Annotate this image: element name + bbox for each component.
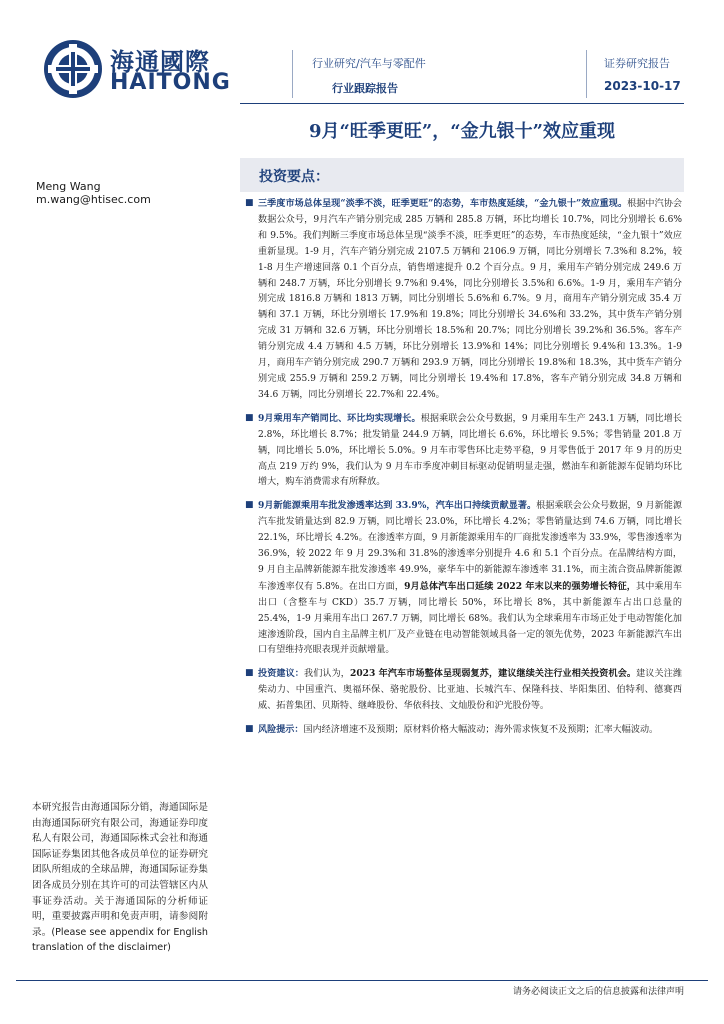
key-point (245, 722, 682, 739)
key-point (245, 196, 682, 404)
bullet-icon: ■ (245, 198, 254, 208)
key-point (245, 666, 682, 715)
key-point-lead: 9月新能源乘用车批发渗透率达到 33.9%，汽车出口持续贡献显著。 (258, 500, 537, 512)
report-category: 行业研究/汽车与零配件 (312, 57, 426, 70)
key-point-body: 我们认为， (304, 669, 350, 680)
key-point (245, 411, 683, 492)
footer-rule (16, 980, 708, 981)
report-date: 2023-10-17 (604, 79, 681, 93)
brand-name-en: HAITONG (110, 70, 231, 95)
key-point-lead: 三季度市场总体呈现“淡季不淡，旺季更旺”的态势，车市热度延续，“金九银十”效应重现。 (258, 198, 628, 209)
page-title: 9月“旺季更旺”，“金九银十”效应重现 (309, 121, 615, 142)
report-subcategory: 行业跟踪报告 (332, 82, 398, 95)
document-type: 证券研究报告 (604, 57, 670, 70)
bullet-icon: ■ (245, 668, 254, 679)
disclaimer-en: (Please see appendix for English translation of the disclaimer) (32, 926, 209, 954)
author-email[interactable]: m.wang@htisec.com (36, 193, 151, 206)
key-point-lead: 风险提示： (258, 724, 304, 736)
bullet-icon: ■ (245, 500, 254, 511)
header-divider (292, 50, 293, 98)
key-point-lead: 9月乘用车产销同比、环比均实现增长。 (258, 412, 421, 424)
key-point (245, 498, 682, 659)
key-point-emphasis: 9月总体汽车出口延续 2022 年末以来的强势增长特征， (404, 580, 636, 592)
bullet-icon: ■ (245, 724, 254, 735)
section-label: 投资要点： (259, 169, 329, 185)
key-point-body: 根据乘联会公众号数据，9 月新能源汽车批发销量达到 82.9 万辆，同比增长 23.0%，环比增长 4.2%；零售销量达到 74.6 万辆，同比增长 22.1%，环比增长 4.2%。在渗透率方面，9 月新能源乘用车的厂商批发渗透率为 33.9%，零售渗透率为 36.9%，较 2022 年 9 月 29.3%和 31.8%的渗透率分别提升 4.6 和 5.1 个百分点。在品牌结构方面，9 月自主品牌新能源车批发渗透率 49.9%，豪华车中的新能源车渗透率 31.1%，而主流合资品牌新能源车渗透率仅有 5.8%。在出口方面， (258, 501, 682, 592)
key-point-emphasis: 2023 年汽车市场整体呈现弱复苏，建议继续关注行业相关投资机会。 (350, 668, 637, 680)
key-point-lead: 投资建议： (258, 668, 304, 680)
key-point-body: 建议关注潍柴动力、中国重汽、奥福环保、骆驼股份、比亚迪、长城汽车、保隆科技、毕阳集团、伯特利、德赛西威、拓普集团、贝斯特、继峰股份、华依科技、文灿股份和沪光股份等。 (258, 669, 682, 712)
key-point-body: 根据中汽协会数据公众号，9月汽车产销分别完成 285 万辆和 285.8 万辆，环比均增长 10.7%，同比分别增长 6.6%和 9.5%。我们判断三季度市场总体呈现“淡季不淡，旺季更旺”的态势，车市热度延续，“金九银十”效应重新显现。1-9 月，汽车产销分别完成 2107.5 万辆和 2106.9 万辆，同比分别增长 7.3%和 8.2%，较 1-8 月生产增速回落 0.1 个百分点，销售增速提升 0.2 个百分点。9 月，乘用车产销分别完成 249.6 万辆和 248.7 万辆，环比分别增长 9.7%和 9.4%，同比分别增长 3.5%和 6.6%。1-9 月，乘用车产销分别完成 1816.8 万辆和 1813 万辆，同比分别增长 5.6%和 6.7%。9 月，商用车产销分别完成 35.4 万辆和 37.1 万辆，环比分别增长 17.9%和 19.8%；同比分别增长 34.6%和 33.2%，其中货车产销分别完成 31 万辆和 32.6 万辆，环比分别增长 18.5%和 20.7%；同比分别增长 39.2%和 36.5%。客车产销分别完成 4.4 万辆和 4.5 万辆，环比分别增长 13.9%和 14%；同比分别增长 9.4%和 13.3%。1-9 月，商用车产销分别完成 290.7 万辆和 293.9 万辆，同比分别增长 19.8%和 18.3%，其中货车产销分别完成 255.9 万辆和 259.2 万辆，同比分别增长 19.4%和 17.8%，客车产销分别完成 34.8 万辆和 34.6 万辆，同比分别增长 22.7%和 22.4%。 (258, 199, 682, 400)
header-divider (586, 50, 587, 98)
author-name: Meng Wang (36, 180, 101, 193)
key-point-body: 其中乘用车出口（含整车与 CKD）35.7 万辆，同比增长 50%，环比增长 8%，其中新能源车占出口总量的 25.4%，1-9 月乘用车出口 267.7 万辆，同比增长 68%。我们认为全球乘用车市场正处于电动智能化加速渗透阶段，国内自主品牌主机厂及产业链在电动智能领域具备一定的领先优势，2023 年新能源汽车出口有望维持亮眼表现并贡献增量。 (258, 581, 682, 656)
key-point-body: 国内经济增速不及预期；原材料价格大幅波动；海外需求恢复不及预期；汇率大幅波动。 (303, 725, 659, 736)
disclaimer (32, 800, 208, 956)
haitong-logo-icon (42, 38, 104, 100)
brand-name-cn: 海通國際 (110, 48, 210, 76)
key-points-list (245, 196, 683, 746)
key-point-body: 根据乘联会公众号数据，9 月乘用车生产 243.1 万辆，同比增长 2.8%，环比增长 8.7%；批发销量 244.9 万辆，同比增长 6.6%，环比增长 9.5%；零售销量 201.8 万辆，同比增长 5.0%，环比增长 5.0%。9 月车市零售环比走势平稳，9 月零售低于 2017 年 9 月的历史高点 219 万约 9%，我们认为 9 月车市季度冲刺目标驱动促销明显走强，燃油车和新能源车促销均环比增大，购车消费需求有所释放。 (258, 413, 683, 488)
bullet-icon: ■ (245, 412, 254, 423)
footer-note: 请务必阅读正文之后的信息披露和法律声明 (512, 987, 684, 997)
header-rule (240, 103, 684, 104)
disclaimer-cn: 本研究报告由海通国际分销，海通国际是由海通国际研究有限公司，海通证券印度私人有限公司，海通国际株式会社和海通国际证券集团其他各成员单位的证券研究团队所组成的全球品牌，海通国际证券集团各成员分别在其许可的司法管辖区内从事证券活动。关于海通国际的分析师证明，重要披露声明和免责声明，请参阅附录。 (32, 802, 208, 938)
